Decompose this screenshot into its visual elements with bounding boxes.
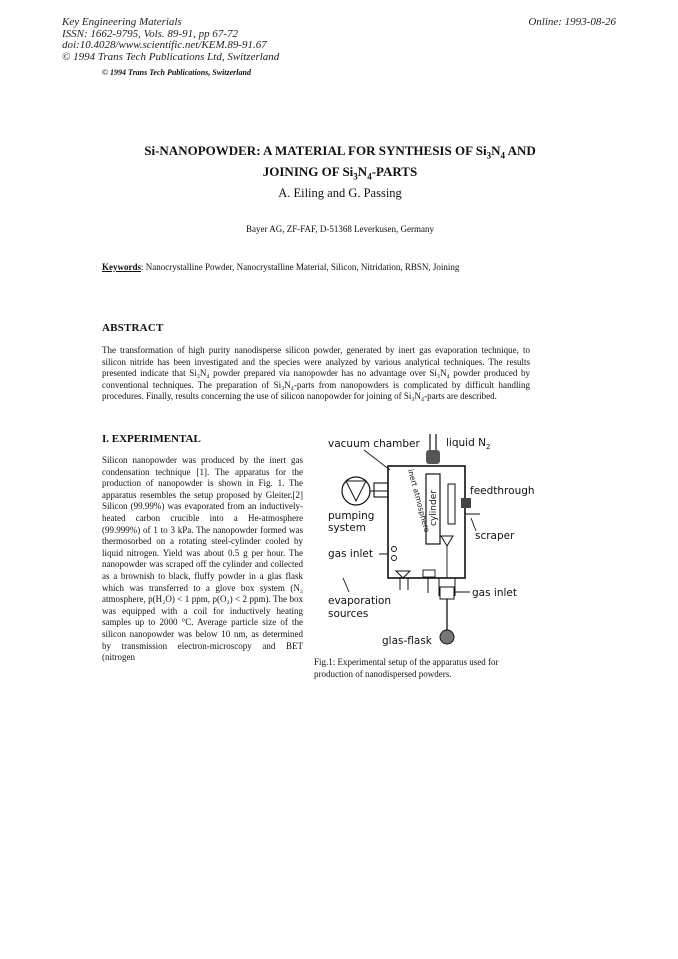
journal-name: Key Engineering Materials bbox=[62, 16, 182, 28]
label-cylinder: cylinder bbox=[429, 490, 439, 526]
leader-line bbox=[364, 450, 390, 470]
label-evaporation: evaporation bbox=[328, 595, 392, 607]
feedthrough-shape bbox=[448, 484, 455, 524]
dewar-cap-shape bbox=[426, 450, 440, 464]
label-sources: sources bbox=[328, 608, 369, 620]
affiliation: Bayer AG, ZF-FAF, D-51368 Leverkusen, Germany bbox=[245, 224, 435, 234]
port-shape bbox=[392, 556, 397, 561]
keywords-label: Keywords bbox=[102, 262, 141, 272]
journal-header bbox=[62, 17, 279, 63]
apparatus-figure bbox=[324, 430, 539, 652]
crucible-shape bbox=[423, 570, 435, 577]
issn-line: ISSN: 1662-9795, Vols. 89-91, pp 67-72 bbox=[62, 27, 238, 40]
feedthrough-block-shape bbox=[461, 498, 471, 508]
valve-shape bbox=[374, 483, 388, 497]
scraper-shape bbox=[441, 536, 453, 546]
label-gas-inlet-right: gas inlet bbox=[472, 587, 517, 599]
label-system: system bbox=[328, 522, 366, 534]
label-vacuum-chamber: vacuum chamber bbox=[328, 438, 420, 450]
label-pumping: pumping bbox=[328, 510, 375, 522]
label-gas-inlet-left: gas inlet bbox=[328, 548, 373, 560]
title-line-1: Si-NANOPOWDER: A MATERIAL FOR SYNTHESIS OF Si bbox=[144, 143, 487, 158]
pump-triangle-shape bbox=[346, 481, 366, 501]
copyright-line: © 1994 Trans Tech Publications Ltd, Switzerland bbox=[62, 50, 280, 63]
port-shape bbox=[392, 547, 397, 552]
leader-line bbox=[343, 578, 349, 592]
doi-line[interactable]: doi:10.4028/www.scientific.net/KEM.89-91.67 bbox=[62, 39, 267, 51]
valve-shape bbox=[440, 587, 454, 599]
abstract-text: The transformation of high purity nanodisperse silicon powder, generated by inert gas evaporation technique, to silicon nitride has been investigated and the species were analyzed by various analytical techniques. The results presented indicate that Si₃N₄ powder prepared via nanopowder has no advantage over Si₃N₄ powder produced by conventional techniques. The preparation of Si₃N₄-parts from nanopowders is complicated by difficult handling procedures. Finally, results concerning the use of silicon nanopowder for joining of Si₃N₄-parts are described. bbox=[102, 345, 530, 402]
section-heading: I. EXPERIMENTAL bbox=[102, 433, 201, 445]
authors: A. Eiling and G. Passing bbox=[278, 186, 402, 200]
section-body: Silicon nanopowder was produced by the inert gas condensation technique [1]. The apparatus for the production of nanopowder is shown in Fig. 1. The apparatus resembles the setup proposed by Gleiter.[2] Silicon (99.99%) was evaporated from an inductively-heated carbon crucible into a He-atmosphere (99.999%) of 1 to 3 kPa. The nanopowder formed was thermosorbed on a rotating steel-cylinder cooled by liquid nitrogen. Yield was about 0.5 g per hour. The nanopowder was scraped off the cylinder and collected as a brownish to black, fluffy powder in a glas flask which was transferred to a glove box system (N₂ atmosphere, p(H₂O) < 1 ppm, p(O₂) < 2 ppm). The box was equipped with a coil for inductively heating samples up to 2000 °C. Average particle size of the silicon nanopowder was below 10 nm, as determined by transmission electron-microscopy and BET (nitrogen bbox=[102, 455, 303, 663]
keywords bbox=[102, 262, 459, 272]
label-liquid-n2: liquid $N_2$ bbox=[446, 437, 491, 451]
publisher-copyright: © 1994 Trans Tech Publications, Switzerland bbox=[102, 68, 251, 77]
figure-caption: Fig.1: Experimental setup of the apparatus used for production of nanodispersed powders. bbox=[314, 657, 499, 679]
label-feedthrough: feedthrough bbox=[470, 485, 535, 497]
glass-flask-shape bbox=[440, 630, 454, 644]
keywords-text: : Nanocrystalline Powder, Nanocrystalline Material, Silicon, Nitridation, RBSN, Joining bbox=[141, 262, 460, 272]
paper-title: Si-NANOPOWDER: A MATERIAL FOR SYNTHESIS OF $Si_3N_4$ AND JOINING OF $Si_3N_4$-PARTS bbox=[144, 143, 536, 182]
title-line-2: JOINING OF Si bbox=[262, 163, 354, 179]
online-date: Online: 1993-08-26 bbox=[528, 16, 616, 28]
label-glas-flask: glas-flask bbox=[382, 635, 432, 647]
label-inert-atmosphere: inert atmosphere bbox=[406, 468, 432, 534]
label-scraper: scraper bbox=[475, 530, 515, 542]
abstract-heading: ABSTRACT bbox=[102, 322, 164, 334]
crucible-shape bbox=[396, 571, 410, 578]
